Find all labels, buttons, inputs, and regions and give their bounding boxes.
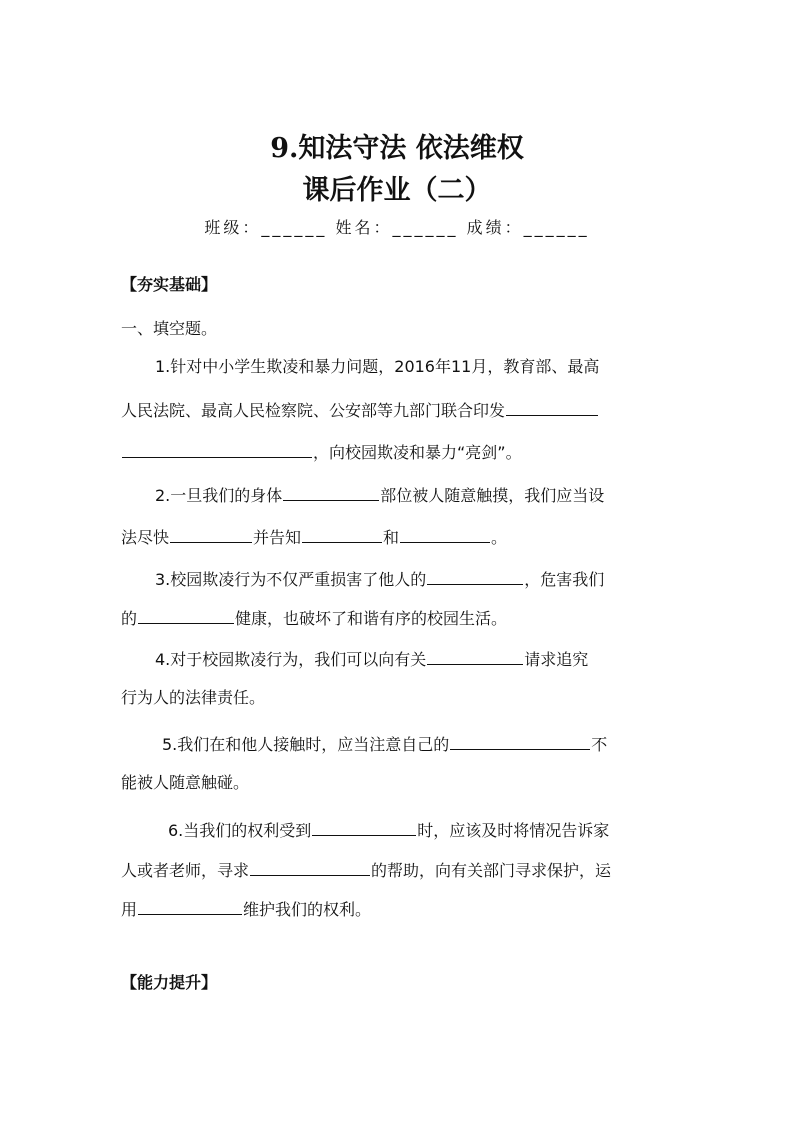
question-2-blank-3[interactable] [302,525,382,543]
question-1-text-c: ，向校园欺凌和暴力“亮剑”。 [313,443,522,462]
question-1-text-a: 1.针对中小学生欺凌和暴力问题，2016年11月，教育部、最高 [155,357,600,376]
question-2-blank-2[interactable] [170,525,252,543]
score-label: 成绩： [466,218,524,237]
question-6-text-c: 人或者老师，寻求 [121,861,250,880]
score-blank: ______ [523,218,590,237]
question-4-text-c: 行为人的法律责任。 [121,688,266,707]
question-4-line-2 [121,686,265,710]
question-6-blank-1[interactable] [312,818,416,836]
question-2-text-a: 2.一旦我们的身体 [155,486,283,505]
question-6-text-b: 时，应该及时将情况告诉家 [417,821,610,840]
question-3-text-c: 的 [121,609,138,628]
fill-in-heading: 一、填空题。 [121,319,218,338]
question-5-blank[interactable] [450,732,590,750]
question-6-line-1 [168,818,609,842]
question-3-text-b: ，危害我们 [524,570,605,589]
question-3-line-2 [121,606,507,630]
question-6-line-2 [121,858,611,882]
document-subtitle: 课后作业（二） [302,175,492,206]
question-5-text-b: 不 [591,735,608,754]
question-1-line-2 [121,398,599,422]
question-3-text-a: 3.校园欺凌行为不仅严重损害了他人的 [155,570,427,589]
question-3-blank-1[interactable] [427,567,523,585]
question-6-text-e: 用 [121,900,138,919]
question-2-blank-4[interactable] [400,525,490,543]
question-2-text-d: 并告知 [253,528,302,547]
question-1-line-1 [155,355,599,379]
question-4-line-1 [155,647,588,671]
question-5-line-2 [121,771,249,795]
section-basic-heading: 【夯实基础】 [121,275,218,294]
question-5-line-1 [162,732,607,756]
name-label: 姓名： [335,218,393,237]
question-4-text-b: 请求追究 [524,650,589,669]
question-1-blank-part2[interactable] [122,440,312,458]
question-1-line-3 [121,440,522,464]
question-2-text-f: 。 [491,528,508,547]
question-6-text-d: 的帮助，向有关部门寻求保护，运 [371,861,612,880]
question-3-line-1 [155,567,604,591]
section-ability-heading: 【能力提升】 [121,973,218,992]
question-3-text-d: 健康，也破坏了和谐有序的校园生活。 [235,609,508,628]
student-info-row [0,215,794,238]
question-2-blank-1[interactable] [283,483,379,501]
question-6-blank-3[interactable] [138,897,242,915]
question-4-blank[interactable] [427,647,523,665]
question-6-blank-2[interactable] [250,858,370,876]
question-6-line-3 [121,897,371,921]
question-6-text-f: 维护我们的权利。 [243,900,372,919]
question-2-text-c: 法尽快 [121,528,170,547]
question-1-text-b: 人民法院、最高人民检察院、公安部等九部门联合印发 [121,401,506,420]
question-2-text-b: 部位被人随意触摸，我们应当设 [380,486,605,505]
question-4-text-a: 4.对于校园欺凌行为，我们可以向有关 [155,650,427,669]
document-title: 9.知法守法 依法维权 [270,133,524,164]
question-5-text-a: 5.我们在和他人接触时，应当注意自己的 [162,735,450,754]
question-2-line-2 [121,525,507,549]
question-3-blank-2[interactable] [138,606,234,624]
question-5-text-c: 能被人随意触碰。 [121,773,250,792]
class-label: 班级： [204,218,262,237]
question-2-line-1 [155,483,604,507]
name-blank: ______ [392,218,459,237]
question-2-text-e: 和 [383,528,400,547]
question-1-blank-part1[interactable] [506,398,598,416]
class-blank: ______ [261,218,328,237]
question-6-text-a: 6.当我们的权利受到 [168,821,312,840]
